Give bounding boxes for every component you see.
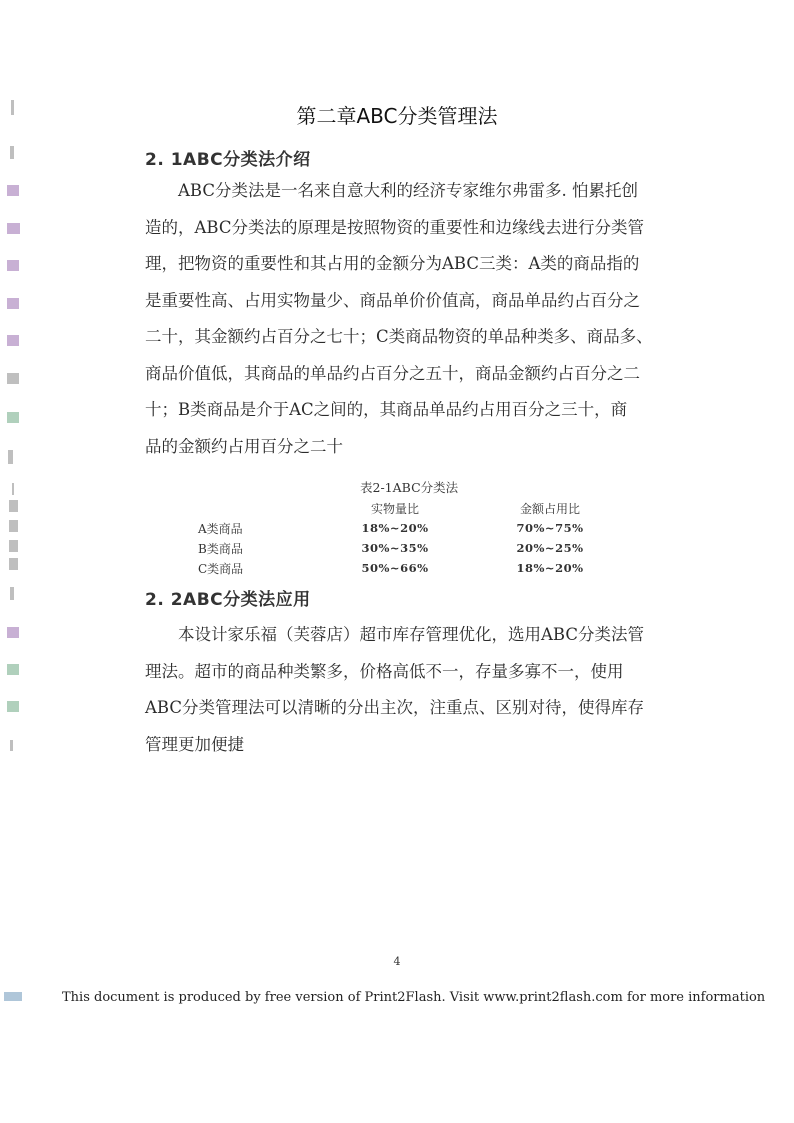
margin-mark (6, 183, 20, 199)
margin-mark (6, 221, 20, 237)
table-row (190, 518, 630, 538)
section-1-paragraph (145, 173, 655, 465)
margin-mark (6, 738, 20, 754)
paragraph-line: 造的，ABC分类法的原理是按照物资的重要性和边缘线去进行分类管 (145, 217, 644, 237)
margin-mark (6, 296, 20, 312)
margin-mark (6, 145, 20, 161)
margin-mark (6, 450, 20, 466)
paragraph-line: 是重要性高、占用实物量少、商品单价价值高，商品单品约占百分之 (145, 290, 640, 310)
margin-mark (6, 371, 20, 387)
margin-mark (6, 500, 20, 516)
paragraph-line: ABC分类法是一名来自意大利的经济专家维尔弗雷多. 怕累托创 (178, 181, 638, 200)
table-cell-category: A类商品 (198, 521, 243, 536)
paragraph-line: 本设计家乐福（芙蓉店）超市库存管理优化，选用ABC分类法管 (178, 625, 644, 644)
table-cell-quantity-ratio: 18%~20% (361, 521, 429, 535)
chapter-title: 第二章ABC分类管理法 (296, 104, 498, 128)
paragraph-line: 品的金额约占用百分之二十 (145, 436, 343, 456)
margin-mark (6, 258, 20, 274)
paragraph-line: 二十，其金额约占百分之七十；C类商品物资的单品种类多、商品多、 (145, 327, 653, 346)
paragraph-line: ABC分类管理法可以清晰的分出主次，注重点、区别对待，使得库存 (145, 698, 644, 717)
footer-notice: This document is produced by free version of Print2Flash. Visit www.print2flash.com for more information (62, 990, 766, 1005)
table-row (190, 538, 630, 558)
page-number: 4 (393, 955, 401, 968)
table-cell-amount-ratio: 20%~25% (516, 541, 584, 555)
abc-classification-table (190, 498, 630, 578)
margin-mark (6, 625, 20, 641)
margin-mark (6, 410, 20, 426)
table-cell-quantity-ratio: 50%~66% (361, 561, 429, 575)
margin-mark (6, 586, 20, 602)
table-cell-category: C类商品 (198, 561, 244, 576)
paragraph-line: 理法。超市的商品种类繁多，价格高低不一，存量多寡不一，使用 (145, 661, 624, 681)
margin-mark (6, 662, 20, 678)
section-2-paragraph (145, 617, 655, 763)
margin-mark (6, 520, 20, 536)
footer-scan-mark (4, 992, 24, 1002)
table-cell-category: B类商品 (198, 541, 243, 556)
paragraph-line: 理，把物资的重要性和其占用的金额分为ABC三类：A类的商品指的 (145, 254, 640, 273)
table-row (190, 558, 630, 578)
paragraph-line: 管理更加便捷 (145, 734, 244, 754)
margin-mark (6, 483, 20, 499)
table-cell-amount-ratio: 18%~20% (516, 561, 584, 575)
table-caption: 表2-1ABC分类法 (360, 480, 459, 495)
table-header-cell: 金额占用比 (519, 501, 580, 516)
table-header-row (190, 498, 630, 518)
margin-mark (6, 540, 20, 556)
paragraph-line: 商品价值低，其商品的单品约占百分之五十，商品金额约占百分之二 (145, 363, 640, 383)
section-heading: 2. 2ABC分类法应用 (145, 590, 311, 610)
paragraph-line: 十；B类商品是介于AC之间的，其商品单品约占用百分之三十，商 (145, 400, 628, 419)
section-heading: 2. 1ABC分类法介绍 (145, 150, 311, 170)
table-header-cell (190, 498, 320, 518)
margin-mark (6, 333, 20, 349)
table-cell-quantity-ratio: 30%~35% (361, 541, 429, 555)
table-cell-amount-ratio: 70%~75% (516, 521, 584, 535)
margin-mark (6, 699, 20, 715)
margin-mark (6, 558, 20, 574)
table-header-cell: 实物量比 (370, 501, 419, 516)
